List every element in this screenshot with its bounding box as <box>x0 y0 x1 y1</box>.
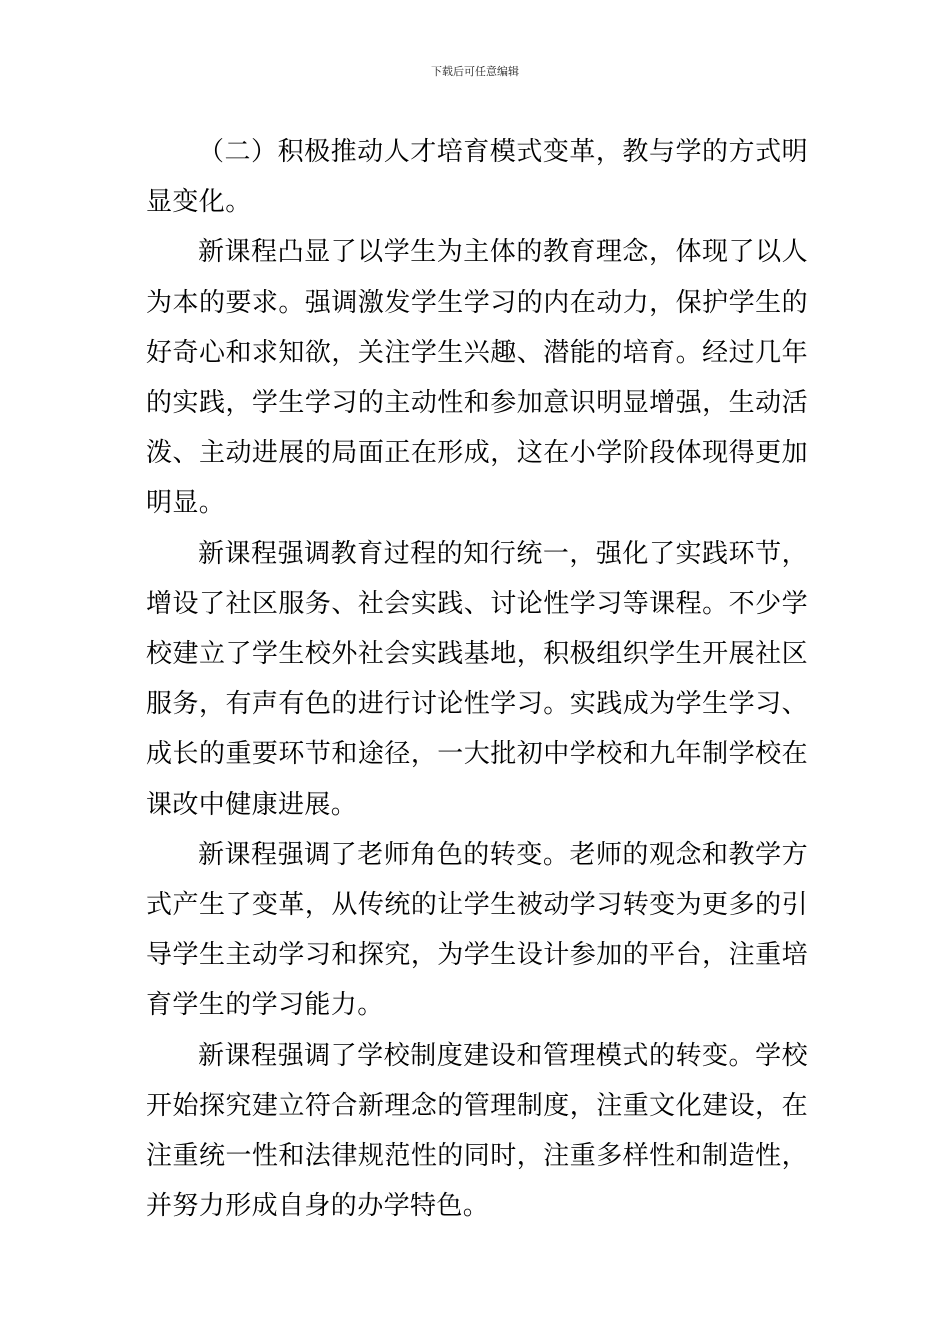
paragraph-practice: 新课程强调教育过程的知行统一，强化了实践环节，增设了社区服务、社会实践、讨论性学习等课程。不少学校建立了学生校外社会实践基地，积极组织学生开展社区服务，有声有色的进行讨论性学习。实践成为学生学习、成长的重要环节和途径，一大批初中学校和九年制学校在课改中健康进展。 <box>146 538 808 820</box>
paragraph-school-management: 新课程强调了学校制度建设和管理模式的转变。学校开始探究建立符合新理念的管理制度，注重文化建设，在注重统一性和法律规范性的同时，注重多样性和制造性，并努力形成自身的办学特色。 <box>146 1040 808 1222</box>
paragraph-student-centered: 新课程凸显了以学生为主体的教育理念，体现了以人为本的要求。强调激发学生学习的内在动力，保护学生的好奇心和求知欲，关注学生兴趣、潜能的培育。经过几年的实践，学生学习的主动性和参加意识明显增强，生动活泼、主动进展的局面正在形成，这在小学阶段体现得更加明显。 <box>146 237 808 519</box>
section-heading: （二）积极推动人才培育模式变革，教与学的方式明显变化。 <box>146 137 808 218</box>
document-body <box>146 127 808 1231</box>
paragraph-teacher-role: 新课程强调了老师角色的转变。老师的观念和教学方式产生了变革，从传统的让学生被动学习转变为更多的引导学生主动学习和探究，为学生设计参加的平台，注重培育学生的学习能力。 <box>146 839 808 1021</box>
page-header: 下载后可任意编辑 <box>431 65 519 78</box>
